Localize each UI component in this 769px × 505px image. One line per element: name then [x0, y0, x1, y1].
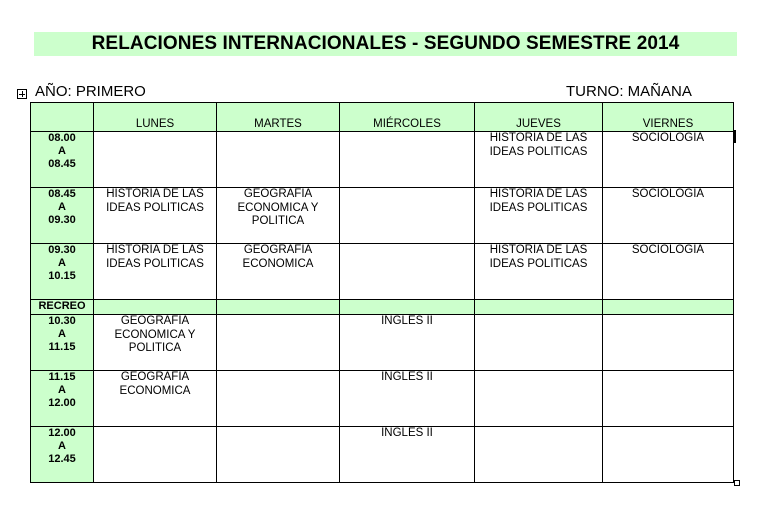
time-slot-line: 10.15 — [48, 270, 76, 282]
time-slot-cell — [31, 427, 94, 483]
class-cell-lunes — [94, 315, 217, 371]
expand-icon[interactable] — [17, 89, 27, 99]
class-cell-miercoles — [340, 315, 475, 371]
time-slot-line: 12.45 — [48, 453, 76, 465]
shift-label: TURNO: MAÑANA — [566, 83, 692, 100]
class-name: GEOGRAFIA ECONOMICA — [242, 244, 314, 270]
schedule-table — [30, 102, 734, 483]
schedule-row — [31, 188, 734, 244]
time-slot-cell — [31, 132, 94, 188]
recess-cell — [603, 300, 734, 315]
class-cell-miercoles — [340, 132, 475, 188]
title-text: RELACIONES INTERNACIONALES - SEGUNDO SEMESTRE 2014 — [91, 33, 680, 54]
time-slot-line: A — [58, 384, 66, 396]
schedule-row — [31, 427, 734, 483]
time-slot-cell — [31, 371, 94, 427]
class-cell-martes — [217, 132, 340, 188]
column-edge-marker — [733, 130, 736, 143]
class-cell-lunes — [94, 188, 217, 244]
class-cell-jueves — [475, 315, 603, 371]
class-cell-miercoles — [340, 188, 475, 244]
class-name: SOCIOLOGIA — [631, 132, 705, 144]
class-name: HISTORIA DE LAS IDEAS POLITICAS — [489, 132, 588, 158]
schedule-row — [31, 132, 734, 188]
class-name: HISTORIA DE LAS IDEAS POLITICAS — [106, 188, 204, 214]
class-cell-martes — [217, 244, 340, 300]
header-row — [31, 103, 734, 132]
time-slot-line: 09.30 — [48, 214, 76, 226]
class-cell-viernes — [603, 427, 734, 483]
class-name: HISTORIA DE LAS IDEAS POLITICAS — [106, 244, 204, 270]
day-header-martes: MARTES — [217, 103, 340, 132]
time-slot-line: A — [58, 257, 66, 269]
time-slot-line: 09.30 — [48, 244, 76, 256]
time-slot-line: 08.45 — [48, 188, 76, 200]
class-cell-lunes — [94, 371, 217, 427]
class-cell-martes — [217, 315, 340, 371]
class-cell-lunes — [94, 427, 217, 483]
class-cell-miercoles — [340, 244, 475, 300]
day-header-miercoles: MIÉRCOLES — [340, 103, 475, 132]
recess-cell — [340, 300, 475, 315]
time-slot-line: 12.00 — [48, 427, 76, 439]
class-name: INGLES II — [381, 315, 433, 327]
class-cell-martes — [217, 371, 340, 427]
time-slot-line: A — [58, 328, 66, 340]
class-name: GEOGRAFIA ECONOMICA Y POLITICA — [237, 188, 319, 227]
recess-label: RECREO — [31, 300, 94, 315]
day-header-lunes: LUNES — [94, 103, 217, 132]
class-cell-viernes — [603, 244, 734, 300]
class-cell-jueves — [475, 427, 603, 483]
time-slot-line: 10.30 — [48, 315, 76, 327]
time-slot-cell — [31, 244, 94, 300]
class-name: GEOGRAFIA ECONOMICA — [119, 371, 191, 397]
time-slot-line: 08.45 — [48, 158, 76, 170]
time-slot-cell — [31, 188, 94, 244]
class-cell-jueves — [475, 244, 603, 300]
page-title — [34, 32, 737, 56]
class-cell-jueves — [475, 371, 603, 427]
schedule-row — [31, 315, 734, 371]
time-slot-line: 08.00 — [48, 132, 76, 144]
corner-cell — [31, 103, 94, 132]
recess-cell — [475, 300, 603, 315]
class-cell-viernes — [603, 188, 734, 244]
recess-cell — [217, 300, 340, 315]
time-slot-line: 11.15 — [48, 341, 76, 353]
time-slot-line: A — [58, 201, 66, 213]
class-name: INGLES II — [381, 371, 433, 383]
class-cell-martes — [217, 188, 340, 244]
class-cell-lunes — [94, 132, 217, 188]
class-name: GEOGRAFIA ECONOMICA Y POLITICA — [114, 315, 196, 354]
time-slot-cell — [31, 315, 94, 371]
class-cell-viernes — [603, 132, 734, 188]
class-cell-viernes — [603, 371, 734, 427]
day-header-jueves: JUEVES — [475, 103, 603, 132]
class-cell-viernes — [603, 315, 734, 371]
time-slot-line: A — [58, 440, 66, 452]
class-cell-martes — [217, 427, 340, 483]
class-cell-lunes — [94, 244, 217, 300]
recess-row — [31, 300, 734, 315]
class-cell-miercoles — [340, 371, 475, 427]
class-name: INGLES II — [381, 427, 433, 439]
resize-handle[interactable] — [734, 480, 740, 486]
class-name: HISTORIA DE LAS IDEAS POLITICAS — [489, 188, 588, 214]
class-cell-jueves — [475, 188, 603, 244]
class-name: HISTORIA DE LAS IDEAS POLITICAS — [489, 244, 588, 270]
class-cell-jueves — [475, 132, 603, 188]
time-slot-line: 12.00 — [48, 397, 76, 409]
schedule-row — [31, 244, 734, 300]
class-name: SOCIOLOGIA — [631, 188, 705, 200]
class-cell-miercoles — [340, 427, 475, 483]
class-name: SOCIOLOGIA — [631, 244, 705, 256]
time-slot-line: 11.15 — [48, 371, 76, 383]
recess-cell — [94, 300, 217, 315]
schedule-row — [31, 371, 734, 427]
year-label: AÑO: PRIMERO — [35, 83, 146, 100]
day-header-viernes: VIERNES — [603, 103, 734, 132]
time-slot-line: A — [58, 145, 66, 157]
